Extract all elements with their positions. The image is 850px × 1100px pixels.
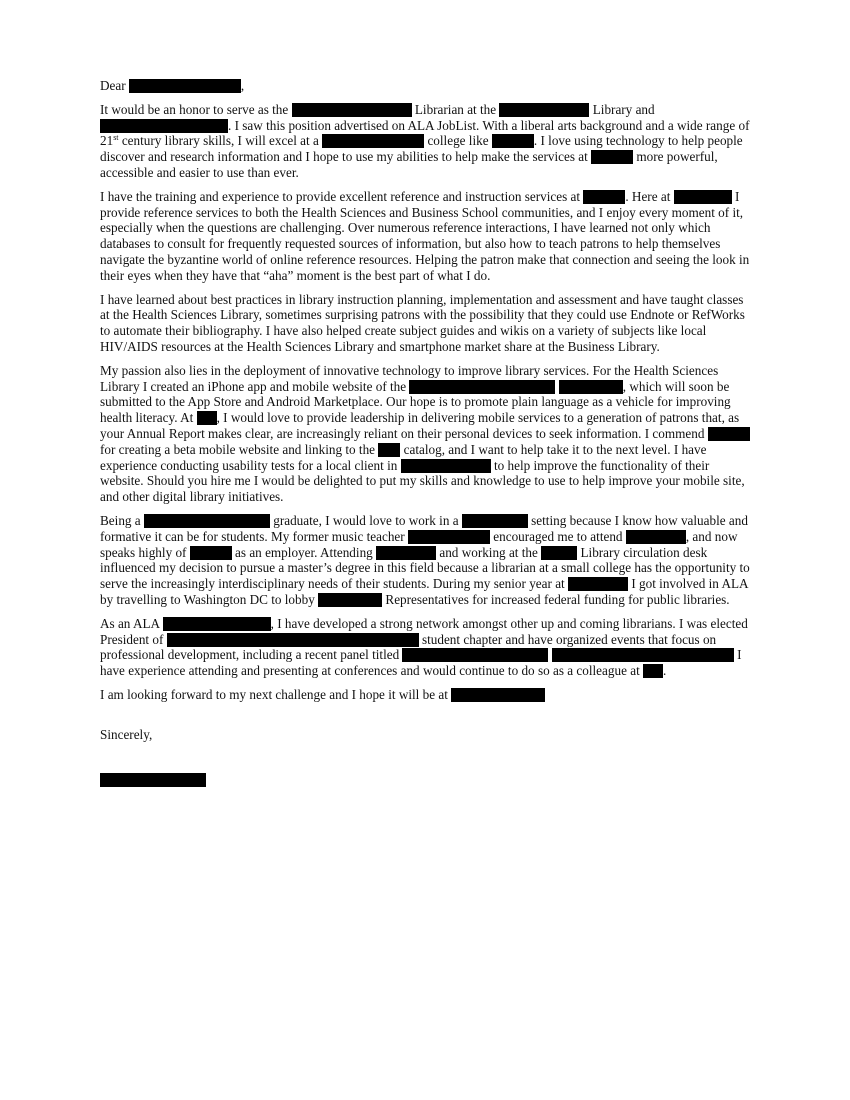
paragraph-4: My passion also lies in the deployment of innovative technology to improve library services. For the Health Sciences Library I created an iPhone app and mobile website of the , which will soon be submitted to the App Store and Android Marketplace. Our hope is to promote plain language as a vehicle for improving health literacy. At , I would love to provide leadership in delivering mobile services to a generation of patrons that, as your Annual Report makes clear, are increasingly reliant on their personal devices to seek information. I commend for creating a beta mobile website and linking to the catalog, and I want to help take it to the next level. I have experience conducting usability tests for a local client in to help improve the functionality of their website. Should you hire me I would be delighted to put my skills and knowledge to use to help improve your mobile site, and other digital library initiatives. bbox=[100, 363, 750, 505]
redaction bbox=[674, 190, 732, 204]
redaction bbox=[568, 577, 628, 591]
paragraph-6: As an ALA , I have developed a strong network amongst other up and coming librarians. I was elected President of student chapter and have organized events that focus on professional development, including a recent panel titled I have experience attending and presenting at conferences and would continue to do so as a colleague at . bbox=[100, 615, 748, 679]
redaction bbox=[144, 514, 270, 528]
redaction bbox=[197, 411, 217, 425]
redaction bbox=[100, 773, 206, 787]
redaction bbox=[322, 134, 424, 148]
redaction bbox=[643, 664, 663, 678]
redaction bbox=[462, 514, 528, 528]
redaction bbox=[401, 459, 491, 473]
redaction bbox=[541, 546, 577, 560]
redaction bbox=[190, 546, 232, 560]
redaction bbox=[451, 688, 545, 702]
redaction bbox=[499, 103, 589, 117]
redaction bbox=[167, 633, 419, 647]
paragraph-5: Being a graduate, I would love to work in a setting because I know how valuable and formative it can be for students. My former music teacher encouraged me to attend , and now speaks highly of as an employer. Attending and working at the Library circulation desk influenced my decision to pursue a master’s degree in this field because a librarian at a small college has the opportunity to serve the increasingly interdisciplinary needs of their students. During my senior year at I got involved in ALA by travelling to Washington DC to lobby Representatives for increased federal funding for public libraries. bbox=[100, 512, 750, 607]
redaction bbox=[492, 134, 534, 148]
paragraph-3: I have learned about best practices in library instruction planning, implementation and assessment and have taught classes at the Health Sciences Library, sometimes surprising patrons with the possibility that they could use Endnote or RefWorks to automate their bibliography. I have also helped create subject guides and wikis on a variety of subjects like local HIV/AIDS resources at the Health Sciences Library and smartphone market share at the Business Library. bbox=[100, 291, 745, 354]
redaction bbox=[292, 103, 412, 117]
redaction bbox=[559, 380, 623, 394]
salutation: Dear , bbox=[100, 78, 245, 93]
paragraph-2: I have the training and experience to provide excellent reference and instruction services at . Here at I provide reference services to both the Health Sciences and Business School communities, and I enjoy every moment of it, especially when the questions are challenging. Over numerous reference interactions, I have learned not only which databases to consult for frequently requested sources of information, but also how to teach patrons to help themselves navigate the byzantine world of online reference resources. Helping the patron make that connection and seeing the look in their eyes when they have that “aha” moment is the best part of what I do. bbox=[100, 188, 750, 283]
redaction bbox=[583, 190, 625, 204]
redaction bbox=[591, 150, 633, 164]
closing: Sincerely, bbox=[100, 726, 153, 742]
redaction bbox=[129, 79, 241, 93]
redaction bbox=[708, 427, 750, 441]
redaction bbox=[402, 648, 548, 662]
paragraph-1: It would be an honor to serve as the Librarian at the Library and . I saw this position advertised on ALA JobList. With a liberal arts background and a wide range of 21st century library skills, I will excel at a college like . I love using technology to help people discover and research information and I hope to use my abilities to help make the services at more powerful, accessible and easier to use than ever. bbox=[100, 101, 750, 180]
redaction bbox=[409, 380, 555, 394]
cover-letter bbox=[100, 78, 750, 796]
redaction bbox=[376, 546, 436, 560]
redaction bbox=[378, 443, 400, 457]
redaction bbox=[318, 593, 382, 607]
paragraph-7: I am looking forward to my next challenge and I hope it will be at bbox=[100, 687, 750, 703]
redaction bbox=[408, 530, 490, 544]
redaction bbox=[100, 119, 228, 133]
redaction bbox=[552, 648, 734, 662]
signature-redaction bbox=[100, 772, 750, 788]
redaction bbox=[163, 617, 271, 631]
redaction bbox=[626, 530, 686, 544]
